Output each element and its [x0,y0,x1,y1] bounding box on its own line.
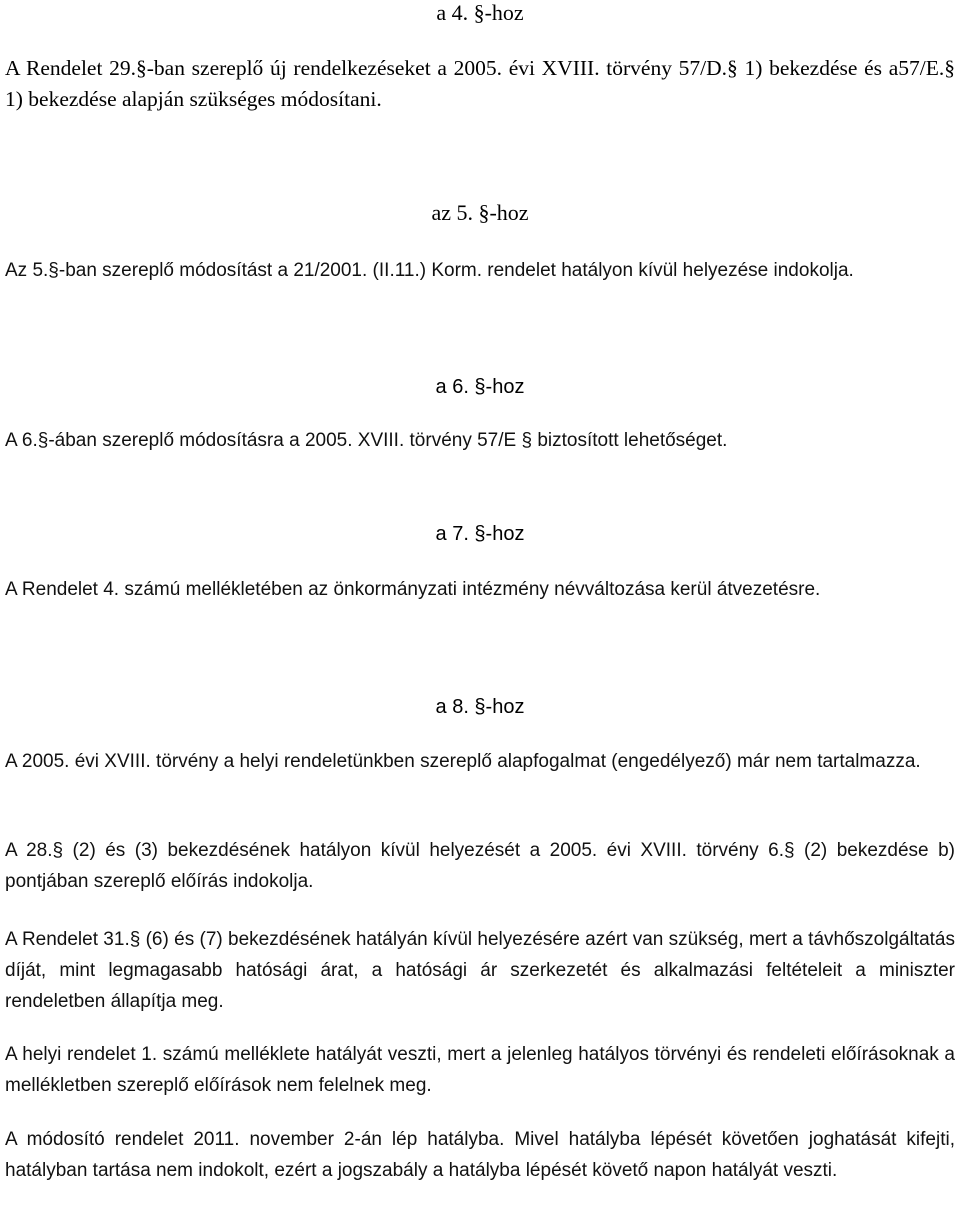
section-8-paragraph-1: A 2005. évi XVIII. törvény a helyi rendeletünkben szereplő alapfogalmat (engedélyező) már nem tartalmazza. [5,751,921,772]
section-5-paragraph: Az 5.§-ban szereplő módosítást a 21/2001. (II.11.) Korm. rendelet hatályon kívül helyezése indokolja. [5,260,854,281]
section-8-heading: a 8. §-hoz [435,696,525,718]
section-8-paragraph-2: A 28.§ (2) és (3) bekezdésének hatályon kívül helyezését a 2005. évi XVIII. törvény 6.§ (2) bekezdése b) pontjában szereplő előírás indokolja. [5,840,955,892]
section-6-paragraph: A 6.§-ában szereplő módosításra a 2005. XVIII. törvény 57/E § biztosított lehetőséget. [5,430,728,451]
section-4-paragraph: A Rendelet 29.§-ban szereplő új rendelkezéseket a 2005. évi XVIII. törvény 57/D.§ 1) bekezdése és a57/E.§ 1) bekezdése alapján szükséges módosítani. [5,56,955,111]
section-5-heading: az 5. §-hoz [431,200,529,225]
section-8-paragraph-3: A Rendelet 31.§ (6) és (7) bekezdésének hatályán kívül helyezésére azért van szükség, mert a távhőszolgáltatás díját, mint legmagasabb hatósági árat, a hatósági ár szerkezetét és alkalmazási feltételeit a miniszter rendeletben állapítja meg. [5,929,955,1012]
section-4-heading: a 4. §-hoz [436,0,524,25]
section-8-paragraph-4: A helyi rendelet 1. számú melléklete hatályát veszti, mert a jelenleg hatályos törvényi és rendeleti előírásoknak a mellékletben szereplő előírások nem felelnek meg. [5,1044,955,1096]
section-8-paragraph-5: A módosító rendelet 2011. november 2-án lép hatályba. Mivel hatályba lépését követően joghatását kifejti, hatályban tartása nem indokolt, ezért a jogszabály a hatályba lépését követő napon hatályát veszti. [5,1129,955,1181]
section-7-heading: a 7. §-hoz [435,523,525,545]
section-7-paragraph: A Rendelet 4. számú mellékletében az önkormányzati intézmény névváltozása kerül átvezetésre. [5,579,821,600]
section-6-heading: a 6. §-hoz [435,376,525,398]
